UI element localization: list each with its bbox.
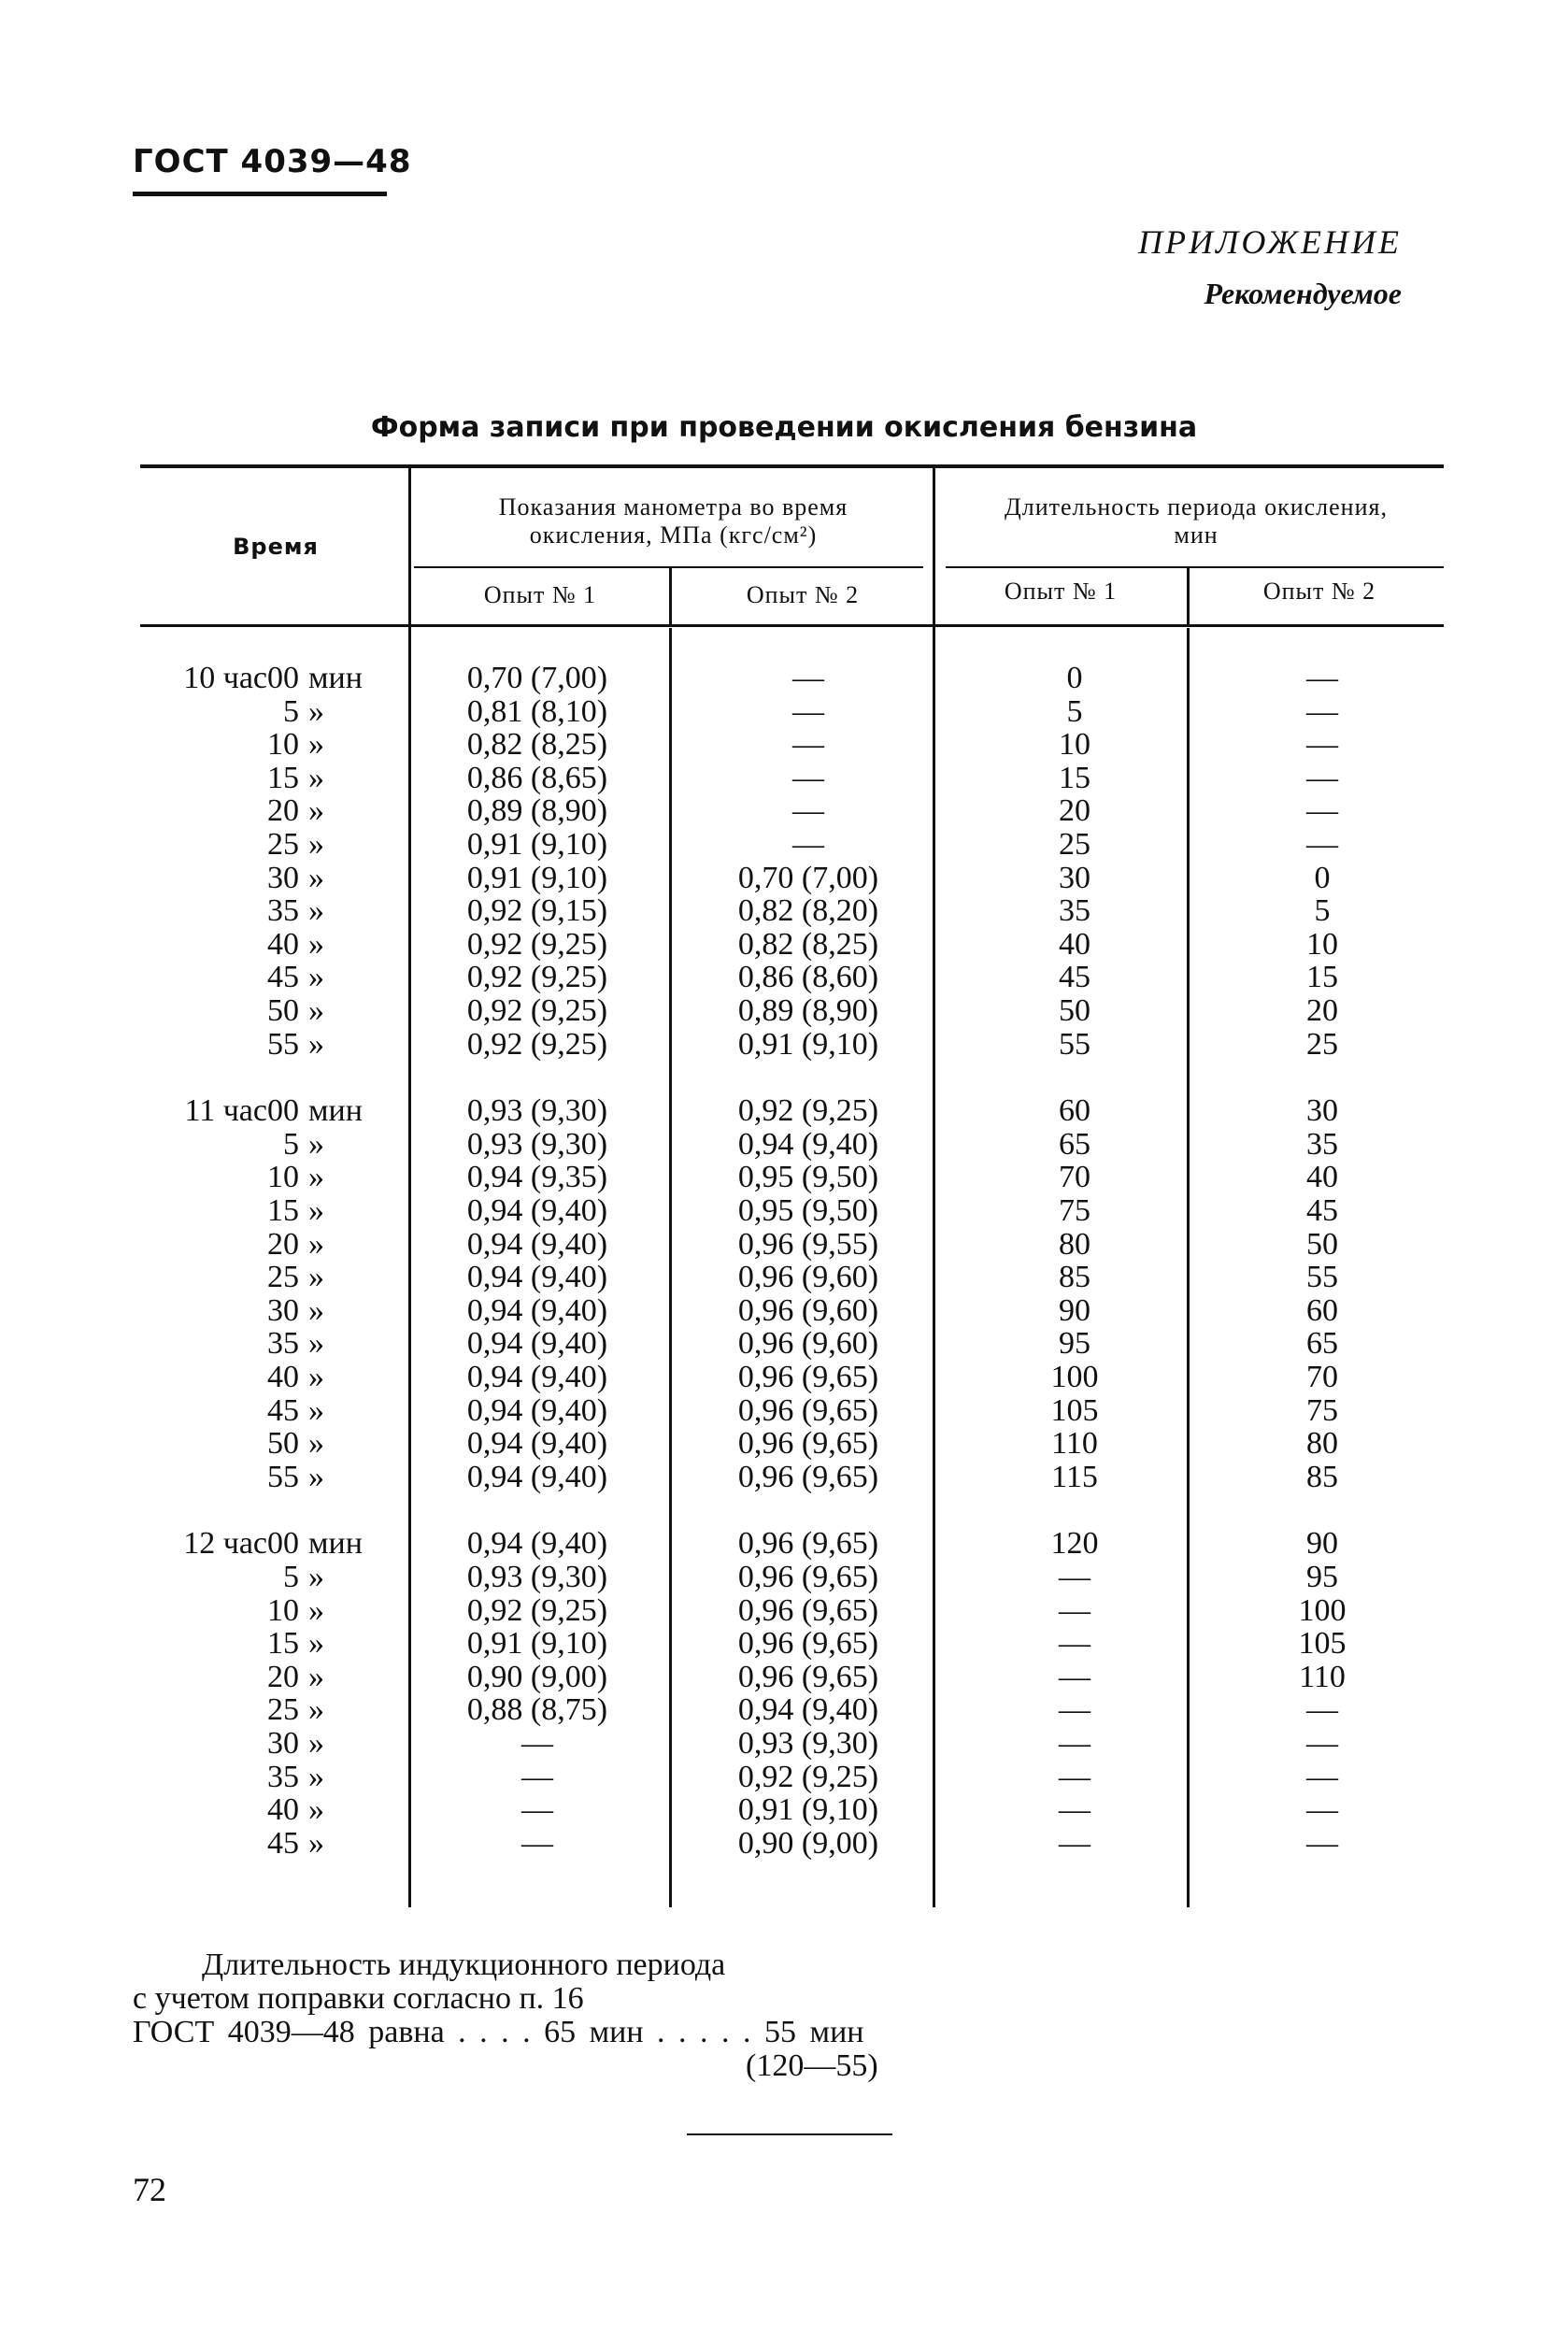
table-row	[0, 1161, 1568, 1194]
time-minute-cell: 20	[267, 1227, 299, 1262]
pressure-run1-cell: 0,92 (9,25)	[466, 927, 608, 962]
duration-run1-cell: —	[1059, 1826, 1090, 1861]
table-row	[0, 1527, 1568, 1561]
pressure-run1-cell: 0,91 (9,10)	[466, 1626, 608, 1661]
appendix-title: ПРИЛОЖЕНИЕ	[1138, 223, 1402, 261]
duration-run2-cell: 45	[1306, 1193, 1338, 1228]
table-row	[0, 794, 1568, 828]
time-unit-cell: »	[308, 1260, 324, 1294]
pressure-run1-cell: 0,92 (9,25)	[466, 1027, 608, 1062]
table-row	[0, 1561, 1568, 1594]
table-row	[0, 1661, 1568, 1694]
col-divider-duration-runs	[1187, 568, 1190, 624]
pressure-run1-cell: 0,86 (8,65)	[466, 761, 608, 795]
duration-run2-cell: 100	[1298, 1593, 1347, 1628]
time-minute-cell: 45	[267, 1826, 299, 1861]
time-minute-cell: 50	[267, 993, 299, 1028]
duration-run2-cell: —	[1306, 1826, 1338, 1861]
header-pressure-line2: окисления, МПа (кгс/см²)	[529, 521, 818, 549]
pressure-run1-cell: 0,70 (7,00)	[466, 661, 608, 695]
duration-run2-cell: 10	[1306, 927, 1338, 962]
table-row	[0, 1361, 1568, 1394]
duration-run1-cell: —	[1059, 1792, 1090, 1827]
duration-run2-cell: 35	[1306, 1127, 1338, 1162]
table-row	[0, 1761, 1568, 1794]
pressure-run2-cell: 0,94 (9,40)	[737, 1692, 879, 1727]
time-unit-cell: мин	[308, 1093, 363, 1128]
duration-run1-cell: 55	[1059, 1027, 1090, 1062]
duration-run2-cell: —	[1306, 793, 1338, 828]
time-unit-cell: »	[308, 1160, 324, 1194]
time-unit-cell: »	[308, 1660, 324, 1694]
duration-run1-cell: 70	[1059, 1160, 1090, 1194]
table-row	[0, 1294, 1568, 1328]
duration-run1-cell: 75	[1059, 1193, 1090, 1228]
pressure-run1-cell: 0,93 (9,30)	[466, 1127, 608, 1162]
pressure-run2-cell: 0,89 (8,90)	[737, 993, 879, 1028]
pressure-run2-cell: —	[792, 727, 824, 762]
duration-run2-cell: 30	[1306, 1093, 1338, 1128]
pressure-run1-cell: 0,94 (9,40)	[466, 1360, 608, 1394]
duration-run2-cell: —	[1306, 761, 1338, 795]
table-row	[0, 1427, 1568, 1461]
header-pressure-group	[414, 493, 933, 549]
table-row	[0, 1394, 1568, 1428]
time-minute-cell: 15	[267, 761, 299, 795]
duration-run2-cell: 70	[1306, 1360, 1338, 1394]
duration-run2-cell: —	[1306, 1760, 1338, 1794]
duration-run1-cell: 65	[1059, 1127, 1090, 1162]
duration-run2-cell: 80	[1306, 1426, 1338, 1461]
time-unit-cell: »	[308, 1692, 324, 1727]
duration-run1-cell: —	[1059, 1660, 1090, 1694]
pressure-run1-cell: 0,93 (9,30)	[466, 1560, 608, 1594]
time-minute-cell: 30	[267, 861, 299, 895]
duration-run2-cell: 85	[1306, 1460, 1338, 1494]
note-line-1: Длительность индукционного периода	[202, 1948, 726, 1982]
pressure-run1-cell: —	[521, 1792, 553, 1827]
duration-run1-cell: 35	[1059, 893, 1090, 928]
pressure-run2-cell: 0,82 (8,25)	[737, 927, 879, 962]
standard-code-underline	[133, 192, 387, 196]
duration-run1-cell: 30	[1059, 861, 1090, 895]
appendix-subtitle: Рекомендуемое	[1204, 277, 1402, 310]
pressure-run1-cell: 0,92 (9,25)	[466, 960, 608, 994]
pressure-run2-cell: —	[792, 827, 824, 862]
table-row	[0, 1627, 1568, 1661]
duration-run1-cell: 10	[1059, 727, 1090, 762]
time-unit-cell: »	[308, 960, 324, 994]
duration-run2-cell: 75	[1306, 1393, 1338, 1428]
table-row	[0, 1827, 1568, 1861]
time-minute-cell: 30	[267, 1293, 299, 1328]
time-unit-cell: »	[308, 1127, 324, 1162]
time-minute-cell: 55	[267, 1460, 299, 1494]
time-minute-cell: 20	[267, 1660, 299, 1694]
pressure-run1-cell: 0,94 (9,40)	[466, 1393, 608, 1428]
duration-run1-cell: 45	[1059, 960, 1090, 994]
time-minute-cell: 50	[267, 1426, 299, 1461]
duration-run1-cell: —	[1059, 1692, 1090, 1727]
duration-run2-cell: 65	[1306, 1326, 1338, 1361]
time-unit-cell: »	[308, 1593, 324, 1628]
time-unit-cell: »	[308, 793, 324, 828]
pressure-run2-cell: 0,96 (9,65)	[737, 1526, 879, 1561]
time-unit-cell: »	[308, 1193, 324, 1228]
time-minute-cell: 40	[267, 1792, 299, 1827]
duration-run2-cell: —	[1306, 827, 1338, 862]
duration-run1-cell: 85	[1059, 1260, 1090, 1294]
header-duration-line1: Длительность периода окисления,	[1005, 493, 1388, 521]
pressure-run2-cell: 0,96 (9,65)	[737, 1460, 879, 1494]
standard-code: ГОСТ 4039—48	[133, 143, 412, 180]
duration-run1-cell: 110	[1051, 1426, 1098, 1461]
time-unit-cell: »	[308, 827, 324, 862]
pressure-run2-cell: 0,92 (9,25)	[737, 1093, 879, 1128]
pressure-run1-cell: 0,94 (9,35)	[466, 1160, 608, 1194]
time-unit-cell: мин	[308, 1526, 363, 1561]
duration-run1-cell: 115	[1051, 1460, 1098, 1494]
time-minute-cell: 10	[267, 1593, 299, 1628]
duration-run2-cell: 110	[1299, 1660, 1346, 1694]
table-row	[0, 928, 1568, 962]
duration-run1-cell: —	[1059, 1560, 1090, 1594]
header-duration-line2: мин	[1174, 521, 1219, 549]
duration-run2-cell: 20	[1306, 993, 1338, 1028]
subheader-duration-run1: Опыт № 1	[1004, 578, 1118, 605]
duration-run2-cell: —	[1306, 694, 1338, 729]
pressure-run2-cell: 0,96 (9,65)	[737, 1593, 879, 1628]
note-line-4: (120—55)	[746, 2048, 878, 2083]
time-minute-cell: 45	[267, 960, 299, 994]
duration-run1-cell: 95	[1059, 1326, 1090, 1361]
pressure-run1-cell: 0,92 (9,25)	[466, 1593, 608, 1628]
pressure-run1-cell: 0,94 (9,40)	[466, 1293, 608, 1328]
duration-run2-cell: —	[1306, 1726, 1338, 1761]
pressure-run1-cell: 0,93 (9,30)	[466, 1093, 608, 1128]
table-row	[0, 1461, 1568, 1494]
pressure-run2-cell: 0,92 (9,25)	[737, 1760, 879, 1794]
time-unit-cell: »	[308, 1027, 324, 1062]
duration-run1-cell: 80	[1059, 1227, 1090, 1262]
time-unit-cell: »	[308, 1227, 324, 1262]
time-hour-cell: 10 час	[183, 661, 267, 695]
duration-run2-cell: —	[1306, 1692, 1338, 1727]
group-header-rule-right	[946, 566, 1444, 568]
time-minute-cell: 5	[283, 1560, 299, 1594]
header-pressure-line1: Показания манометра во время	[498, 493, 848, 521]
pressure-run2-cell: —	[792, 694, 824, 729]
duration-run1-cell: 60	[1059, 1093, 1090, 1128]
pressure-run1-cell: 0,94 (9,40)	[466, 1526, 608, 1561]
form-title: Форма записи при проведении окисления бензина	[370, 411, 1198, 444]
pressure-run2-cell: 0,95 (9,50)	[737, 1193, 879, 1228]
time-unit-cell: »	[308, 1792, 324, 1827]
pressure-run2-cell: —	[792, 661, 824, 695]
pressure-run2-cell: 0,93 (9,30)	[737, 1726, 879, 1761]
pressure-run1-cell: 0,94 (9,40)	[466, 1260, 608, 1294]
pressure-run2-cell: 0,96 (9,65)	[737, 1360, 879, 1394]
table-row	[0, 1194, 1568, 1228]
table-row	[0, 1028, 1568, 1062]
time-minute-cell: 00	[267, 661, 299, 695]
pressure-run1-cell: 0,94 (9,40)	[466, 1460, 608, 1494]
time-minute-cell: 25	[267, 1260, 299, 1294]
time-minute-cell: 10	[267, 727, 299, 762]
table-row	[0, 1094, 1568, 1128]
time-unit-cell: »	[308, 861, 324, 895]
duration-run2-cell: —	[1306, 661, 1338, 695]
pressure-run2-cell: 0,94 (9,40)	[737, 1127, 879, 1162]
time-unit-cell: »	[308, 1326, 324, 1361]
pressure-run2-cell: 0,95 (9,50)	[737, 1160, 879, 1194]
duration-run1-cell: 100	[1050, 1360, 1099, 1394]
pressure-run2-cell: 0,91 (9,10)	[737, 1792, 879, 1827]
header-time: Время	[233, 534, 319, 560]
time-unit-cell: »	[308, 1360, 324, 1394]
duration-run1-cell: 15	[1059, 761, 1090, 795]
header-duration-group	[944, 493, 1448, 549]
duration-run1-cell: 50	[1059, 993, 1090, 1028]
pressure-run1-cell: 0,81 (8,10)	[466, 694, 608, 729]
table-row	[0, 961, 1568, 994]
time-unit-cell: »	[308, 1726, 324, 1761]
pressure-run2-cell: 0,70 (7,00)	[737, 861, 879, 895]
table-row	[0, 762, 1568, 795]
time-minute-cell: 40	[267, 1360, 299, 1394]
page-number: 72	[133, 2171, 166, 2208]
table-row	[0, 894, 1568, 928]
table-row	[0, 1261, 1568, 1294]
end-rule	[687, 2133, 892, 2135]
duration-run2-cell: 60	[1306, 1293, 1338, 1328]
duration-run1-cell: 0	[1066, 661, 1083, 695]
pressure-run1-cell: —	[521, 1726, 553, 1761]
pressure-run1-cell: 0,91 (9,10)	[466, 861, 608, 895]
time-minute-cell: 00	[267, 1526, 299, 1561]
pressure-run2-cell: 0,91 (9,10)	[737, 1027, 879, 1062]
time-minute-cell: 45	[267, 1393, 299, 1428]
pressure-run1-cell: 0,89 (8,90)	[466, 793, 608, 828]
pressure-run2-cell: 0,90 (9,00)	[737, 1826, 879, 1861]
pressure-run1-cell: 0,92 (9,15)	[466, 893, 608, 928]
time-minute-cell: 30	[267, 1726, 299, 1761]
time-minute-cell: 25	[267, 1692, 299, 1727]
time-minute-cell: 20	[267, 793, 299, 828]
time-unit-cell: »	[308, 993, 324, 1028]
pressure-run2-cell: 0,96 (9,60)	[737, 1293, 879, 1328]
pressure-run1-cell: 0,91 (9,10)	[466, 827, 608, 862]
header-bottom-rule	[140, 624, 1444, 627]
pressure-run2-cell: 0,96 (9,55)	[737, 1227, 879, 1262]
time-minute-cell: 10	[267, 1160, 299, 1194]
pressure-run1-cell: 0,88 (8,75)	[466, 1692, 608, 1727]
table-row	[0, 662, 1568, 695]
table-row	[0, 1693, 1568, 1727]
pressure-run2-cell: 0,96 (9,60)	[737, 1260, 879, 1294]
duration-run1-cell: —	[1059, 1593, 1090, 1628]
table-row	[0, 1128, 1568, 1162]
time-unit-cell: »	[308, 1393, 324, 1428]
duration-run2-cell: —	[1306, 1792, 1338, 1827]
time-minute-cell: 15	[267, 1193, 299, 1228]
duration-run2-cell: 15	[1306, 960, 1338, 994]
time-minute-cell: 5	[283, 1127, 299, 1162]
time-unit-cell: мин	[308, 661, 363, 695]
time-minute-cell: 35	[267, 1760, 299, 1794]
pressure-run1-cell: 0,82 (8,25)	[466, 727, 608, 762]
duration-run2-cell: 95	[1306, 1560, 1338, 1594]
table-row	[0, 862, 1568, 895]
table-row	[0, 828, 1568, 862]
duration-run2-cell: 25	[1306, 1027, 1338, 1062]
table-row	[0, 728, 1568, 762]
pressure-run2-cell: 0,96 (9,60)	[737, 1326, 879, 1361]
pressure-run2-cell: —	[792, 793, 824, 828]
duration-run2-cell: 105	[1298, 1626, 1347, 1661]
time-minute-cell: 40	[267, 927, 299, 962]
note-line-2: с учетом поправки согласно п. 16	[133, 1981, 584, 2016]
time-unit-cell: »	[308, 1460, 324, 1494]
table-row	[0, 994, 1568, 1028]
duration-run1-cell: 5	[1066, 694, 1083, 729]
table-row	[0, 1594, 1568, 1628]
duration-run2-cell: 50	[1306, 1227, 1338, 1262]
table-row	[0, 695, 1568, 729]
time-minute-cell: 5	[283, 694, 299, 729]
pressure-run2-cell: 0,96 (9,65)	[737, 1426, 879, 1461]
duration-run1-cell: —	[1059, 1760, 1090, 1794]
duration-run2-cell: 90	[1306, 1526, 1338, 1561]
duration-run1-cell: 20	[1059, 793, 1090, 828]
duration-run1-cell: 40	[1059, 927, 1090, 962]
time-unit-cell: »	[308, 927, 324, 962]
time-minute-cell: 00	[267, 1093, 299, 1128]
time-unit-cell: »	[308, 1560, 324, 1594]
duration-run2-cell: —	[1306, 727, 1338, 762]
pressure-run1-cell: 0,92 (9,25)	[466, 993, 608, 1028]
time-unit-cell: »	[308, 1293, 324, 1328]
pressure-run2-cell: 0,82 (8,20)	[737, 893, 879, 928]
duration-run1-cell: 25	[1059, 827, 1090, 862]
pressure-run1-cell: —	[521, 1760, 553, 1794]
table-row	[0, 1327, 1568, 1361]
time-unit-cell: »	[308, 761, 324, 795]
pressure-run2-cell: 0,96 (9,65)	[737, 1626, 879, 1661]
table-row	[0, 1793, 1568, 1827]
duration-run1-cell: 90	[1059, 1293, 1090, 1328]
pressure-run1-cell: 0,94 (9,40)	[466, 1193, 608, 1228]
pressure-run2-cell: 0,96 (9,65)	[737, 1560, 879, 1594]
pressure-run2-cell: 0,96 (9,65)	[737, 1393, 879, 1428]
table-row	[0, 1727, 1568, 1761]
time-unit-cell: »	[308, 1760, 324, 1794]
col-divider-pressure-runs	[669, 568, 672, 624]
duration-run2-cell: 40	[1306, 1160, 1338, 1194]
duration-run1-cell: —	[1059, 1726, 1090, 1761]
duration-run2-cell: 5	[1314, 893, 1331, 928]
table-row	[0, 1228, 1568, 1262]
time-minute-cell: 55	[267, 1027, 299, 1062]
pressure-run2-cell: —	[792, 761, 824, 795]
pressure-run1-cell: 0,94 (9,40)	[466, 1326, 608, 1361]
duration-run1-cell: 120	[1050, 1526, 1099, 1561]
table-top-rule	[140, 464, 1444, 468]
duration-run1-cell: 105	[1050, 1393, 1099, 1428]
pressure-run2-cell: 0,96 (9,65)	[737, 1660, 879, 1694]
time-hour-cell: 12 час	[183, 1526, 267, 1561]
pressure-run1-cell: 0,94 (9,40)	[466, 1426, 608, 1461]
subheader-pressure-run1: Опыт № 1	[483, 581, 597, 608]
time-unit-cell: »	[308, 1426, 324, 1461]
time-hour-cell: 11 час	[184, 1093, 267, 1128]
duration-run1-cell: —	[1059, 1626, 1090, 1661]
time-unit-cell: »	[308, 893, 324, 928]
subheader-pressure-run2: Опыт № 2	[746, 581, 860, 608]
time-minute-cell: 35	[267, 893, 299, 928]
subheader-duration-run2: Опыт № 2	[1262, 578, 1376, 605]
duration-run2-cell: 0	[1314, 861, 1331, 895]
time-unit-cell: »	[308, 1626, 324, 1661]
duration-run2-cell: 55	[1306, 1260, 1338, 1294]
pressure-run1-cell: —	[521, 1826, 553, 1861]
pressure-run1-cell: 0,90 (9,00)	[466, 1660, 608, 1694]
pressure-run2-cell: 0,86 (8,60)	[737, 960, 879, 994]
time-unit-cell: »	[308, 727, 324, 762]
time-unit-cell: »	[308, 694, 324, 729]
time-minute-cell: 25	[267, 827, 299, 862]
time-unit-cell: »	[308, 1826, 324, 1861]
time-minute-cell: 35	[267, 1326, 299, 1361]
note-line-3: ГОСТ 4039—48 равна . . . . 65 мин . . . . . 55 мин	[133, 2015, 864, 2049]
time-minute-cell: 15	[267, 1626, 299, 1661]
pressure-run1-cell: 0,94 (9,40)	[466, 1227, 608, 1262]
